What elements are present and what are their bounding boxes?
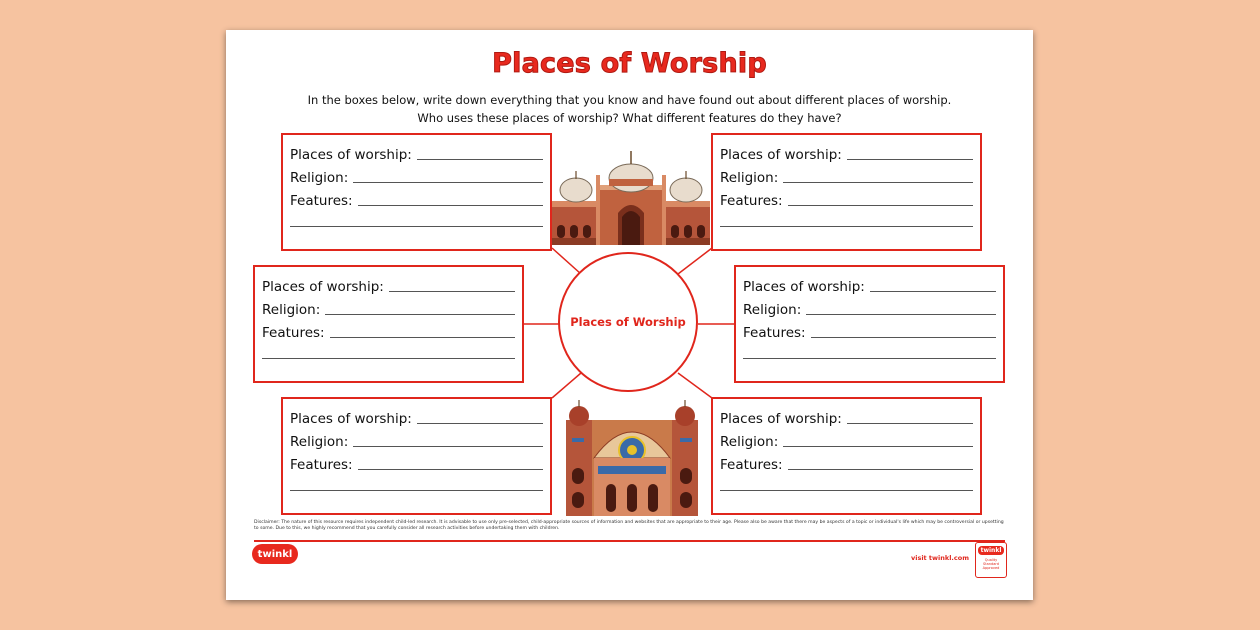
religion-label: Religion: [290, 434, 349, 450]
religion-row [262, 298, 515, 318]
mosque-illustration [550, 145, 712, 245]
info-box-bottom-right [711, 397, 982, 515]
twinkl-logo[interactable]: twinkl [252, 544, 298, 564]
answer-line[interactable] [353, 182, 543, 183]
place-row [262, 275, 515, 295]
religion-label: Religion: [720, 170, 779, 186]
place-row [720, 143, 973, 163]
place-label: Places of worship: [720, 147, 842, 163]
place-row [743, 275, 996, 295]
place-label: Places of worship: [290, 411, 412, 427]
answer-line[interactable] [870, 291, 996, 292]
info-box-middle-right [734, 265, 1005, 383]
answer-line[interactable] [290, 490, 543, 491]
answer-line[interactable] [353, 446, 543, 447]
info-box-middle-left [253, 265, 524, 383]
answer-line[interactable] [847, 423, 973, 424]
answer-line[interactable] [720, 226, 973, 227]
visit-link[interactable]: visit twinkl.com [910, 554, 969, 562]
badge-title: twinkl [978, 546, 1004, 555]
instructions-line-1: In the boxes below, write down everything that you know and have found out about different places of worship. [307, 93, 952, 107]
answer-line[interactable] [262, 358, 515, 359]
center-label: Places of Worship [570, 315, 686, 329]
answer-line[interactable] [389, 291, 515, 292]
features-row [720, 453, 973, 473]
info-box-top-right [711, 133, 982, 251]
answer-line[interactable] [788, 205, 973, 206]
synagogue-illustration [562, 398, 702, 516]
answer-line[interactable] [788, 469, 973, 470]
answer-line[interactable] [358, 469, 543, 470]
worksheet-title: Places of Worship [492, 48, 767, 79]
religion-row [743, 298, 996, 318]
answer-line[interactable] [783, 182, 973, 183]
place-row [290, 407, 543, 427]
answer-line[interactable] [743, 358, 996, 359]
features-row [290, 453, 543, 473]
disclaimer-text: Disclaimer: The nature of this resource requires independent child-led research. It is advisable to use only pre-selected, child-appropriate sources of information and websites that are appropriate to their age. Please also be aware that there may be aspects of a topic or individual's life which may be controversial or upsetting to some. Due to this, we highly recommend that you carefully consider all research activities before undertaking them with children. [254, 520, 1004, 531]
features-row [290, 189, 543, 209]
religion-label: Religion: [290, 170, 349, 186]
place-label: Places of worship: [290, 147, 412, 163]
religion-row [290, 166, 543, 186]
answer-line[interactable] [811, 337, 996, 338]
religion-row [720, 166, 973, 186]
worksheet [226, 30, 1033, 600]
place-row [290, 143, 543, 163]
info-box-bottom-left [281, 397, 552, 515]
info-box-top-left [281, 133, 552, 251]
religion-label: Religion: [743, 302, 802, 318]
center-circle [558, 252, 698, 392]
answer-line[interactable] [325, 314, 515, 315]
place-label: Places of worship: [262, 279, 384, 295]
religion-row [290, 430, 543, 450]
answer-line[interactable] [720, 490, 973, 491]
features-row [720, 189, 973, 209]
place-label: Places of worship: [743, 279, 865, 295]
features-label: Features: [262, 325, 325, 341]
answer-line[interactable] [290, 226, 543, 227]
features-row [262, 321, 515, 341]
instructions-line-2: Who uses these places of worship? What different features do they have? [417, 111, 842, 125]
answer-line[interactable] [806, 314, 996, 315]
features-label: Features: [743, 325, 806, 341]
footer-divider [254, 540, 1005, 542]
features-label: Features: [290, 193, 353, 209]
answer-line[interactable] [417, 159, 543, 160]
features-label: Features: [720, 457, 783, 473]
religion-label: Religion: [720, 434, 779, 450]
answer-line[interactable] [847, 159, 973, 160]
badge-text: Quality Standard Approved [982, 558, 1000, 570]
place-row [720, 407, 973, 427]
answer-line[interactable] [330, 337, 515, 338]
answer-line[interactable] [358, 205, 543, 206]
quality-badge [975, 542, 1007, 578]
religion-row [720, 430, 973, 450]
answer-line[interactable] [417, 423, 543, 424]
answer-line[interactable] [783, 446, 973, 447]
features-row [743, 321, 996, 341]
place-label: Places of worship: [720, 411, 842, 427]
religion-label: Religion: [262, 302, 321, 318]
features-label: Features: [720, 193, 783, 209]
features-label: Features: [290, 457, 353, 473]
